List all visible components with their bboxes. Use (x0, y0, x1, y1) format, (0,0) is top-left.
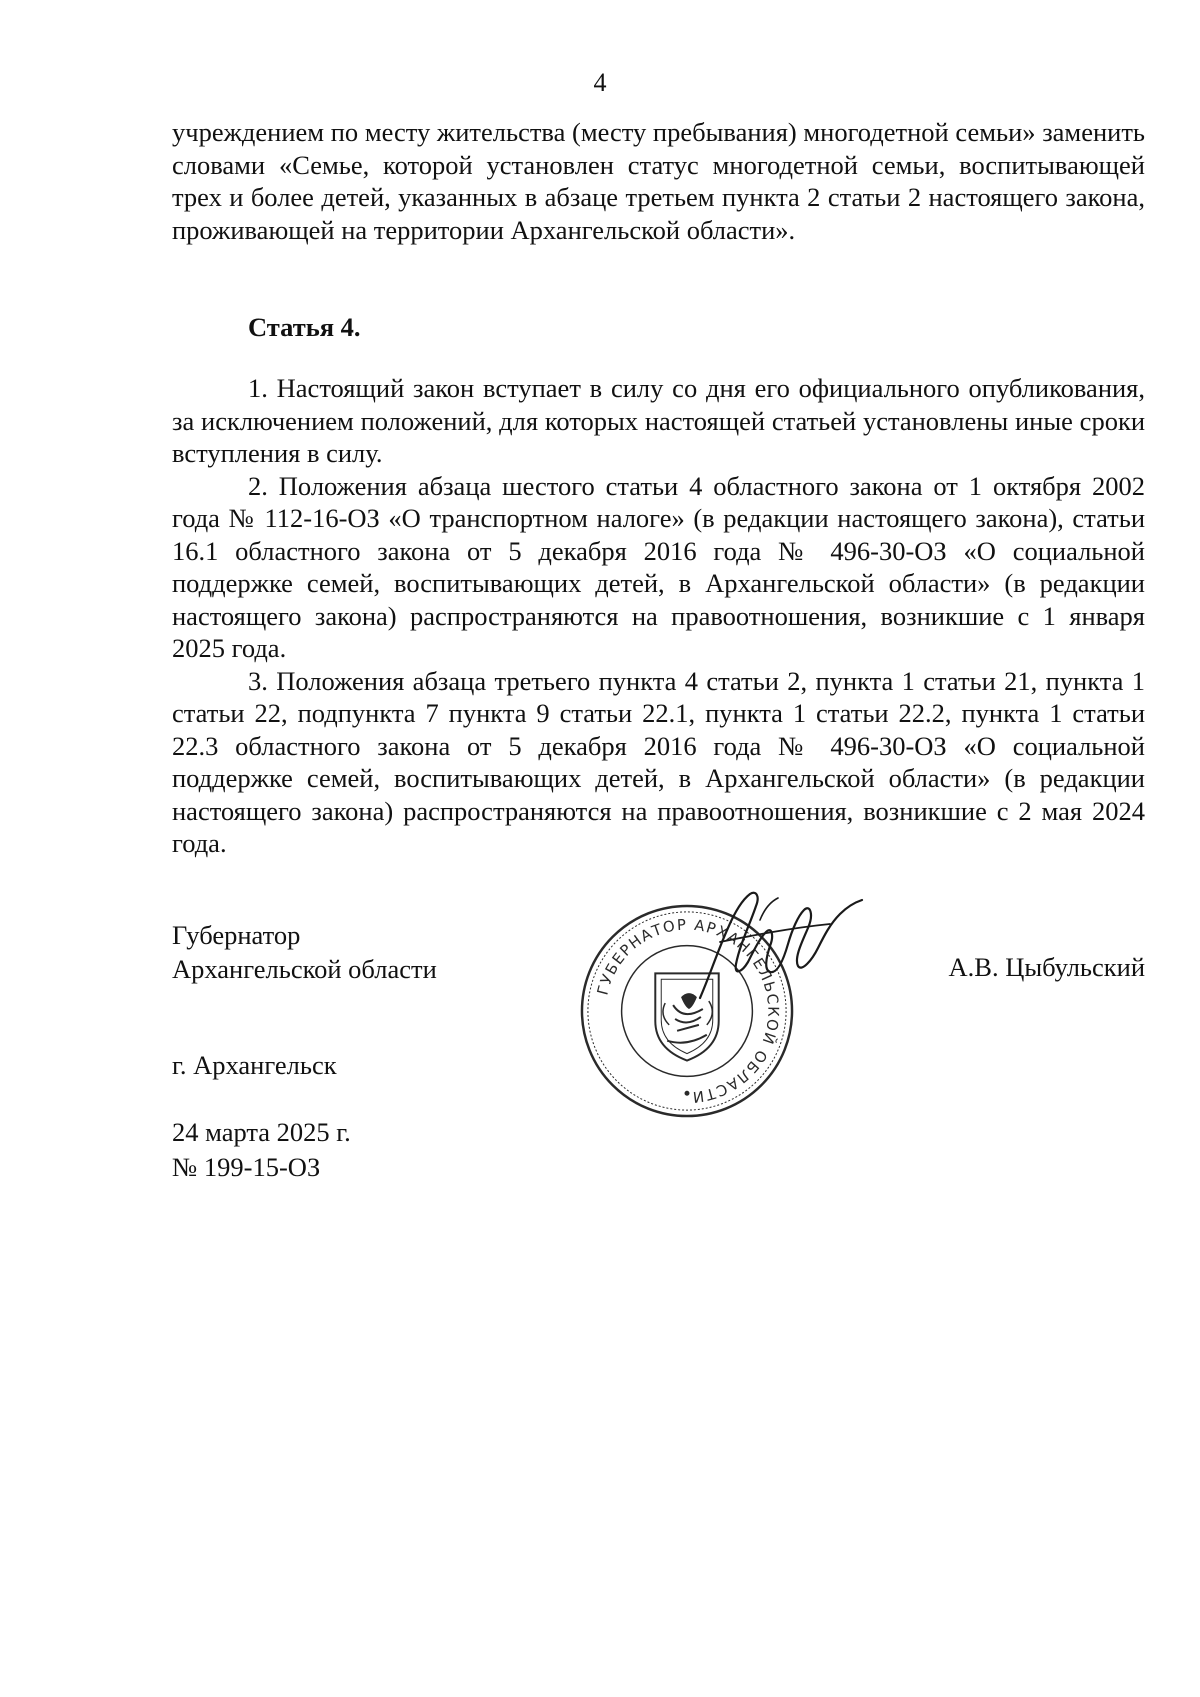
article-paragraph-3: 3. Положения абзаца третьего пункта 4 статьи 2, пункта 1 статьи 21, пункта 1 статьи 22, подпункта 7 пункта 9 статьи 22.1, пункта 1 статьи 22.2, пункта 1 статьи 22.3 областного закона от 5 декабря 2016 года № 496-30-ОЗ «О социальной поддержке семей, воспитывающих детей, в Архангельской области» (в редакции настоящего закона) распространяются на правоотношения, возникшие с 2 мая 2024 года. (172, 665, 1145, 858)
signatory-name: А.В. Цыбульский (948, 952, 1145, 982)
position-line-1: Губернатор (172, 920, 301, 950)
article-paragraph-1: 1. Настоящий закон вступает в силу со дня его официального опубликования, за исключением положений, для которых настоящей статьей установлены иные сроки вступления в силу. (172, 373, 1145, 468)
seal-ring-text: ГУБЕРНАТОР АРХАНГЕЛЬСКОЙ ОБЛАСТИ (593, 915, 783, 1107)
position-line-2: Архангельской области (172, 954, 437, 984)
law-number: № 199-15-ОЗ (172, 1152, 321, 1182)
page-number: 4 (593, 68, 607, 97)
city: г. Архангельск (172, 1050, 337, 1080)
signatory-position (172, 918, 437, 986)
intro-paragraph: учреждением по месту жительства (месту пребывания) многодетной семьи» заменить словами «Семье, которой установлен статус многодетной семьи, воспитывающей трех и более детей, указанных в абзаце третьем пункта 2 статьи 2 настоящего закона, проживающей на территории Архангельской области». (172, 117, 1145, 245)
date-block (172, 1115, 351, 1185)
signature-icon (690, 880, 870, 1010)
article-heading: Статья 4. (248, 312, 361, 342)
intro-section (172, 116, 1145, 246)
signing-date: 24 марта 2025 г. (172, 1117, 351, 1147)
article-body (172, 372, 1145, 860)
article-paragraph-2: 2. Положения абзаца шестого статьи 4 областного закона от 1 октября 2002 года № 112-16-ОЗ «О транспортном налоге» (в редакции настоящего закона), статьи 16.1 областного закона от 5 декабря 2016 года № 496-30-ОЗ «О социальной поддержке семей, воспитывающих детей, в Архангельской области» (в редакции настоящего закона) распространяются на правоотношения, возникшие с 1 января 2025 года. (172, 470, 1145, 663)
